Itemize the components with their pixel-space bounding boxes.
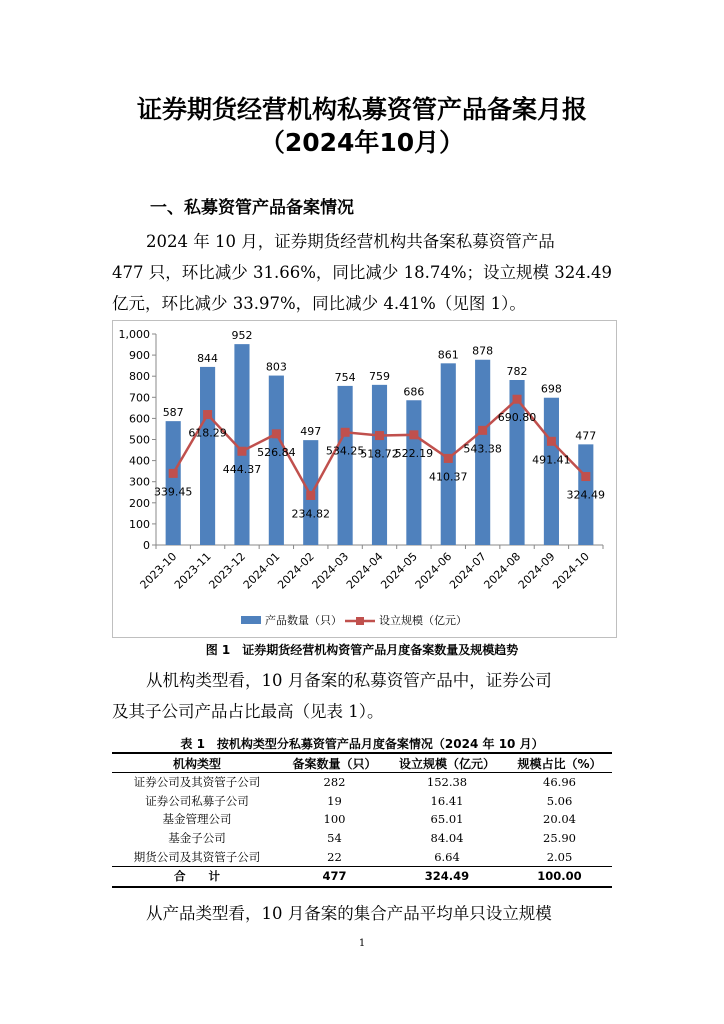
cell-scale: 6.64 <box>434 849 460 864</box>
legend-swatch-scale-marker <box>356 617 364 625</box>
scale-marker <box>306 491 315 500</box>
bar-value-label: 497 <box>300 425 322 439</box>
table-row <box>112 773 612 792</box>
bar <box>269 376 284 545</box>
x-tick-label: 2024-04 <box>343 549 386 592</box>
bar-value-label: 698 <box>540 382 562 396</box>
paragraph-2 <box>112 665 617 727</box>
scale-marker <box>478 426 487 435</box>
y-tick-label: 400 <box>129 454 150 468</box>
trend-chart <box>113 321 616 637</box>
cell-share: 2.05 <box>546 849 573 864</box>
cell-share: 46.96 <box>543 775 576 790</box>
scale-value-label: 526.84 <box>257 445 296 459</box>
y-tick-label: 300 <box>129 475 150 489</box>
bar-value-label: 782 <box>506 364 528 378</box>
scale-marker <box>513 395 522 404</box>
paragraph-line: 477 只，环比减少 31.66%，同比减少 18.74%；设立规模 324.49 <box>112 263 613 282</box>
legend-swatch-count <box>241 616 261 624</box>
bar-value-label: 952 <box>231 329 253 343</box>
cell-count: 282 <box>323 775 346 790</box>
x-tick-label: 2024-08 <box>481 549 524 592</box>
x-tick-label: 2024-02 <box>275 549 317 592</box>
bar-value-label: 754 <box>334 370 356 384</box>
bar-value-label: 861 <box>437 348 459 362</box>
x-tick-label: 2023-10 <box>137 549 180 592</box>
scale-value-label: 518.72 <box>360 447 399 461</box>
bar-value-label: 477 <box>575 429 597 443</box>
bar-value-label: 759 <box>369 369 390 383</box>
paragraph-line: 从产品类型看，10 月备案的集合产品平均单只设立规模 <box>146 904 552 923</box>
cell-scale: 152.38 <box>426 775 468 790</box>
cell-scale: 65.01 <box>430 812 464 827</box>
x-tick-label: 2023-12 <box>206 549 249 592</box>
x-tick-label: 2024-05 <box>378 549 421 592</box>
bar-value-label: 878 <box>472 344 494 358</box>
y-tick-label: 1,000 <box>118 328 150 341</box>
cell-institution: 基金管理公司 <box>162 812 232 827</box>
cell-institution: 期货公司及其资管子公司 <box>133 849 261 864</box>
scale-marker <box>409 430 418 439</box>
y-tick-label: 600 <box>129 412 150 426</box>
bar-value-label: 686 <box>403 385 425 399</box>
cell-count: 54 <box>327 831 342 846</box>
section-heading: 一、私募资管产品备案情况 <box>150 198 354 218</box>
bar-value-label: 803 <box>265 360 287 374</box>
cell-total-share: 100.00 <box>507 866 612 886</box>
bar-value-label: 587 <box>162 406 184 420</box>
legend-label-scale: 设立规模（亿元） <box>379 614 467 627</box>
y-tick-label: 100 <box>129 517 150 531</box>
paragraph-line: 亿元，环比减少 33.97%，同比减少 4.41%（见图 1）。 <box>112 294 526 313</box>
x-tick-label: 2024-10 <box>550 549 592 592</box>
chart-frame <box>112 320 617 638</box>
paragraph-3 <box>112 898 617 929</box>
scale-marker <box>444 454 453 463</box>
y-tick-label: 200 <box>129 496 150 510</box>
table-row <box>112 810 612 829</box>
x-tick-label: 2024-01 <box>240 549 283 592</box>
doc-title: 证券期货经营机构私募资管产品备案月报 <box>136 95 587 124</box>
y-tick-label: 700 <box>129 391 150 405</box>
table-caption: 表 1 按机构类型分私募资管产品月度备案情况（2024 年 10 月） <box>180 737 544 751</box>
cell-share: 20.04 <box>543 812 576 827</box>
table-row <box>112 792 612 811</box>
scale-marker <box>581 472 590 481</box>
bar <box>200 367 215 545</box>
legend-label-count: 产品数量（只） <box>265 614 342 627</box>
cell-institution: 证券公司及其资管子公司 <box>133 775 261 790</box>
scale-marker <box>375 431 384 440</box>
scale-value-label: 534.25 <box>325 444 365 458</box>
col-header-institution: 机构类型 <box>112 753 282 773</box>
cell-count: 100 <box>323 812 346 827</box>
y-tick-label: 0 <box>143 539 150 552</box>
cell-total-scale: 324.49 <box>387 866 507 886</box>
y-tick-label: 500 <box>129 433 150 447</box>
scale-value-label: 522.19 <box>394 446 434 460</box>
y-tick-label: 900 <box>129 349 150 363</box>
table-row <box>112 829 612 848</box>
institution-table <box>112 752 612 888</box>
scale-value-label: 690.80 <box>497 411 537 425</box>
cell-share: 25.90 <box>543 831 576 846</box>
x-tick-label: 2024-09 <box>515 549 558 592</box>
scale-marker <box>272 429 281 438</box>
col-header-share: 规模占比（%） <box>507 753 612 773</box>
figure-caption: 图 1 证券期货经营机构资管产品月度备案数量及规模趋势 <box>205 643 519 657</box>
scale-value-label: 234.82 <box>291 507 330 521</box>
cell-institution: 基金子公司 <box>168 831 226 846</box>
paragraph-line: 及其子公司产品占比最高（见表 1）。 <box>112 702 384 721</box>
scale-marker <box>341 428 350 437</box>
x-tick-label: 2024-03 <box>309 549 352 592</box>
paragraph-1 <box>112 226 617 319</box>
scale-value-label: 618.29 <box>188 426 227 440</box>
bar <box>338 386 353 545</box>
doc-subtitle-date: （2024年10月） <box>259 128 465 157</box>
col-header-count: 备案数量（只） <box>282 753 387 773</box>
scale-value-label: 491.41 <box>532 453 571 467</box>
scale-marker <box>547 437 556 446</box>
bar <box>372 385 387 545</box>
cell-total-count: 477 <box>282 866 387 886</box>
x-tick-label: 2023-11 <box>172 549 214 592</box>
table-row <box>112 847 612 866</box>
cell-total-label: 合 计 <box>112 866 282 886</box>
table-header-row <box>112 753 612 773</box>
cell-scale: 84.04 <box>430 831 464 846</box>
paragraph-line: 从机构类型看，10 月备案的私募资管产品中，证券公司 <box>146 671 552 690</box>
bar <box>544 398 559 545</box>
bar <box>406 400 421 545</box>
cell-count: 19 <box>327 793 342 808</box>
scale-value-label: 444.37 <box>222 463 262 477</box>
cell-share: 5.06 <box>546 793 573 808</box>
scale-value-label: 543.38 <box>463 442 502 456</box>
bar <box>166 421 181 545</box>
table-total-row <box>112 866 612 886</box>
y-tick-label: 800 <box>129 370 150 384</box>
scale-value-label: 410.37 <box>429 470 468 484</box>
paragraph-line: 2024 年 10 月，证券期货经营机构共备案私募资管产品 <box>146 232 555 251</box>
cell-institution: 证券公司私募子公司 <box>145 793 249 808</box>
cell-scale: 16.41 <box>430 793 464 808</box>
x-tick-label: 2024-06 <box>412 549 455 592</box>
scale-marker <box>203 410 212 419</box>
x-tick-label: 2024-07 <box>447 549 489 592</box>
page-number: 1 <box>358 938 366 949</box>
bar-value-label: 844 <box>197 351 219 365</box>
scale-value-label: 339.45 <box>153 485 193 499</box>
scale-marker <box>237 447 246 456</box>
scale-value-label: 324.49 <box>566 488 606 502</box>
scale-marker <box>169 469 178 478</box>
cell-count: 22 <box>327 849 342 864</box>
col-header-scale: 设立规模（亿元） <box>387 753 507 773</box>
